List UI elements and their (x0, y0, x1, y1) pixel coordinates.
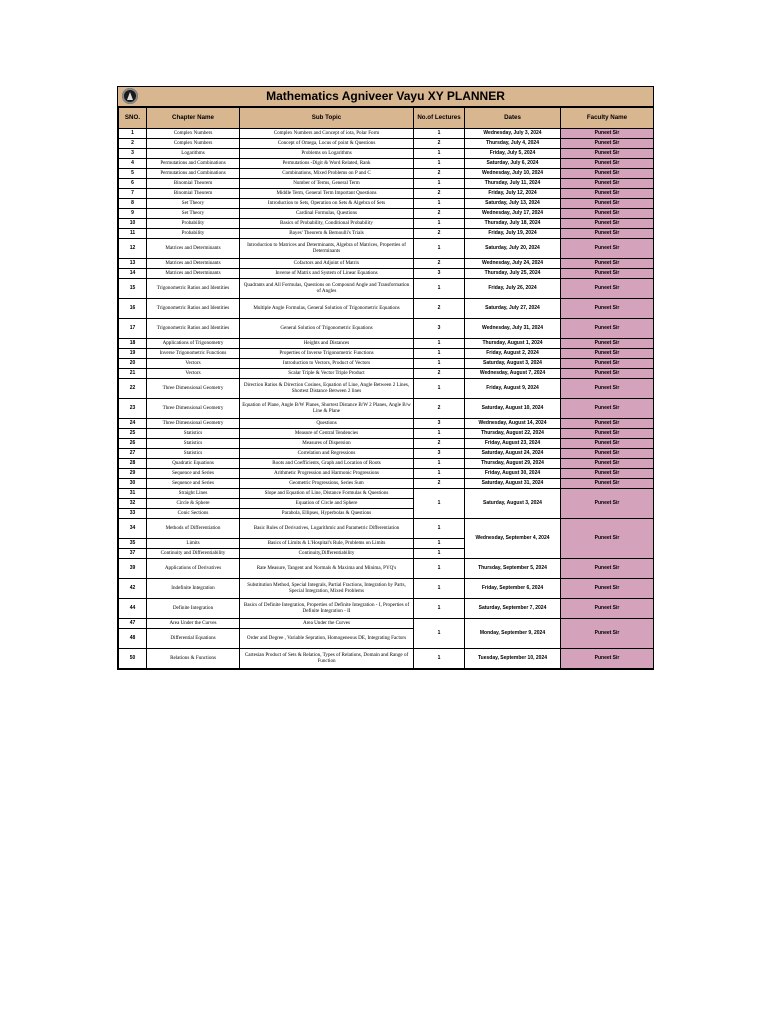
date-cell: Wednesday, July 10, 2024 (465, 169, 561, 179)
header-dates: Dates (465, 108, 561, 129)
subtopic-cell: Permutations -Digit & Word Related, Rank (240, 159, 414, 169)
lectures-cell: 1 (414, 239, 465, 259)
date-cell: Wednesday, July 24, 2024 (465, 259, 561, 269)
sno-cell: 12 (119, 239, 147, 259)
lectures-cell: 3 (414, 269, 465, 279)
faculty-cell: Puneet Sir (561, 219, 654, 229)
faculty-cell: Puneet Sir (561, 279, 654, 299)
planner-table (118, 107, 654, 669)
subtopic-cell: Cardinal Formulas, Questions (240, 209, 414, 219)
planner-title: Mathematics Agniveer Vayu XY PLANNER (266, 89, 505, 103)
lectures-cell: 1 (414, 339, 465, 349)
faculty-cell: Puneet Sir (561, 379, 654, 399)
chapter-cell: Applications of Derivatives (147, 559, 240, 579)
chapter-cell: Complex Numbers (147, 129, 240, 139)
date-cell: Friday, August 30, 2024 (465, 469, 561, 479)
header-lectures: No.of Lectures (414, 108, 465, 129)
lectures-cell: 1 (414, 489, 465, 519)
subtopic-cell: Bayes' Theorem & Bernoulli's Trials (240, 229, 414, 239)
subtopic-cell: Cartesian Product of Sets & Relation, Types of Relations, Domain and Range of Function (240, 649, 414, 669)
table-row (119, 349, 654, 359)
chapter-cell: Relations & Functions (147, 649, 240, 669)
chapter-cell: Vectors (147, 359, 240, 369)
faculty-cell: Puneet Sir (561, 459, 654, 469)
sno-cell: 17 (119, 319, 147, 339)
sno-cell: 32 (119, 499, 147, 509)
lectures-cell: 1 (414, 179, 465, 189)
date-cell: Saturday, July 6, 2024 (465, 159, 561, 169)
chapter-cell: Probability (147, 219, 240, 229)
chapter-cell: Inverse Trigonometric Functions (147, 349, 240, 359)
faculty-cell: Puneet Sir (561, 369, 654, 379)
subtopic-cell: Basics of Limits & L'Hospital's Rule, Problems on Limits (240, 539, 414, 549)
subtopic-cell: Cofactors and Adjoint of Matrix (240, 259, 414, 269)
chapter-cell: Limits (147, 539, 240, 549)
subtopic-cell: Middle Term, General Term Important Questions (240, 189, 414, 199)
table-row (119, 269, 654, 279)
header-row (119, 108, 654, 129)
sno-cell: 8 (119, 199, 147, 209)
lectures-cell: 1 (414, 519, 465, 539)
date-cell: Wednesday, September 4, 2024 (465, 519, 561, 559)
sno-cell: 34 (119, 519, 147, 539)
chapter-cell: Methods of Differentiation (147, 519, 240, 539)
table-row (119, 299, 654, 319)
sno-cell: 48 (119, 629, 147, 649)
sno-cell: 22 (119, 379, 147, 399)
date-cell: Thursday, August 29, 2024 (465, 459, 561, 469)
sno-cell: 27 (119, 449, 147, 459)
faculty-cell: Puneet Sir (561, 579, 654, 599)
chapter-cell: Matrices and Determinants (147, 239, 240, 259)
date-cell: Saturday, August 24, 2024 (465, 449, 561, 459)
faculty-cell: Puneet Sir (561, 169, 654, 179)
date-cell: Tuesday, September 10, 2024 (465, 649, 561, 669)
chapter-cell: Binomial Theorem (147, 189, 240, 199)
lectures-cell: 1 (414, 429, 465, 439)
table-row (119, 369, 654, 379)
table-row (119, 399, 654, 419)
table-row (119, 159, 654, 169)
sno-cell: 13 (119, 259, 147, 269)
chapter-cell: Permutations and Combinations (147, 159, 240, 169)
chapter-cell: Differential Equations (147, 629, 240, 649)
date-cell: Friday, July 19, 2024 (465, 229, 561, 239)
chapter-cell: Binomial Theorem (147, 179, 240, 189)
header-sno: SNO. (119, 108, 147, 129)
date-cell: Thursday, September 5, 2024 (465, 559, 561, 579)
subtopic-cell: Number of Terms, General Term (240, 179, 414, 189)
faculty-cell: Puneet Sir (561, 439, 654, 449)
subtopic-cell: Rate Measure, Tangent and Normals & Maxima and Minima, PYQ's (240, 559, 414, 579)
subtopic-cell: Correlation and Regressions (240, 449, 414, 459)
sno-cell: 39 (119, 559, 147, 579)
faculty-cell: Puneet Sir (561, 209, 654, 219)
lectures-cell: 2 (414, 209, 465, 219)
faculty-cell: Puneet Sir (561, 649, 654, 669)
chapter-cell: Matrices and Determinants (147, 259, 240, 269)
date-cell: Wednesday, July 31, 2024 (465, 319, 561, 339)
sno-cell: 24 (119, 419, 147, 429)
subtopic-cell: Introduction to Sets, Operation on Sets & Algebra of Sets (240, 199, 414, 209)
faculty-cell: Puneet Sir (561, 259, 654, 269)
date-cell: Wednesday, August 7, 2024 (465, 369, 561, 379)
chapter-cell: Statistics (147, 449, 240, 459)
subtopic-cell: Basic Rules of Derivatives, Logarithmic and Parametric Differentiation (240, 519, 414, 539)
lectures-cell: 2 (414, 229, 465, 239)
sno-cell: 7 (119, 189, 147, 199)
lectures-cell: 1 (414, 549, 465, 559)
sno-cell: 3 (119, 149, 147, 159)
chapter-cell: Probability (147, 229, 240, 239)
faculty-cell: Puneet Sir (561, 469, 654, 479)
faculty-cell: Puneet Sir (561, 449, 654, 459)
table-row (119, 479, 654, 489)
date-cell: Saturday, August 10, 2024 (465, 399, 561, 419)
date-cell: Saturday, August 31, 2024 (465, 479, 561, 489)
faculty-cell: Puneet Sir (561, 359, 654, 369)
sno-cell: 31 (119, 489, 147, 499)
sno-cell: 35 (119, 539, 147, 549)
lectures-cell: 2 (414, 259, 465, 269)
lectures-cell: 2 (414, 479, 465, 489)
subtopic-cell: Complex Numbers and Concept of iota, Polar Form (240, 129, 414, 139)
table-row (119, 559, 654, 579)
sno-cell: 50 (119, 649, 147, 669)
chapter-cell: Matrices and Determinants (147, 269, 240, 279)
sno-cell: 15 (119, 279, 147, 299)
sno-cell: 37 (119, 549, 147, 559)
chapter-cell: Three Dimensional Geometry (147, 419, 240, 429)
table-row (119, 599, 654, 619)
table-row (119, 239, 654, 259)
lectures-cell: 1 (414, 379, 465, 399)
subtopic-cell: Area Under the Curves (240, 619, 414, 629)
lectures-cell: 1 (414, 359, 465, 369)
date-cell: Saturday, July 13, 2024 (465, 199, 561, 209)
lectures-cell: 2 (414, 399, 465, 419)
lectures-cell: 3 (414, 319, 465, 339)
subtopic-cell: Introduction to Matrices and Determinants, Algebra of Matrices, Properties of Determinants (240, 239, 414, 259)
sno-cell: 14 (119, 269, 147, 279)
sno-cell: 30 (119, 479, 147, 489)
table-row (119, 579, 654, 599)
chapter-cell: Sequence and Series (147, 479, 240, 489)
faculty-cell: Puneet Sir (561, 149, 654, 159)
faculty-cell: Puneet Sir (561, 599, 654, 619)
lectures-cell: 2 (414, 169, 465, 179)
lectures-cell: 2 (414, 139, 465, 149)
chapter-cell: Area Under the Curves (147, 619, 240, 629)
lectures-cell: 1 (414, 219, 465, 229)
sno-cell: 23 (119, 399, 147, 419)
subtopic-cell: Direction Ratios & Direction Cosines, Equation of Line, Angle Between 2 Lines, Shortest Distance Between 2 lines (240, 379, 414, 399)
faculty-cell: Puneet Sir (561, 179, 654, 189)
subtopic-cell: Quadrants and All Formulas, Questions on Compound Angle and Transformation of Angles (240, 279, 414, 299)
faculty-cell: Puneet Sir (561, 519, 654, 559)
subtopic-cell: Roots and Coefficients, Graph and Location of Roots (240, 459, 414, 469)
sno-cell: 20 (119, 359, 147, 369)
subtopic-cell: Equation of Circle and Sphere (240, 499, 414, 509)
lectures-cell: 2 (414, 299, 465, 319)
chapter-cell: Applications of Trigonometry (147, 339, 240, 349)
subtopic-cell: Measure of Central Tendencies (240, 429, 414, 439)
sno-cell: 21 (119, 369, 147, 379)
lectures-cell: 1 (414, 349, 465, 359)
chapter-cell: Conic Sections (147, 509, 240, 519)
date-cell: Saturday, July 20, 2024 (465, 239, 561, 259)
subtopic-cell: Properties of Inverse Trigonometric Functions (240, 349, 414, 359)
table-row (119, 489, 654, 499)
lectures-cell: 1 (414, 149, 465, 159)
subtopic-cell: Basics of Probability, Conditional Probability (240, 219, 414, 229)
date-cell: Friday, August 23, 2024 (465, 439, 561, 449)
subtopic-cell: Geometric Progressions, Series Sum (240, 479, 414, 489)
sno-cell: 2 (119, 139, 147, 149)
date-cell: Saturday, August 3, 2024 (465, 359, 561, 369)
table-row (119, 209, 654, 219)
faculty-cell: Puneet Sir (561, 239, 654, 259)
lectures-cell: 1 (414, 619, 465, 649)
sno-cell: 25 (119, 429, 147, 439)
date-cell: Friday, August 9, 2024 (465, 379, 561, 399)
table-row (119, 179, 654, 189)
chapter-cell: Indefinite Integration (147, 579, 240, 599)
lectures-cell: 1 (414, 459, 465, 469)
lectures-cell: 1 (414, 469, 465, 479)
sno-cell: 4 (119, 159, 147, 169)
chapter-cell: Trigonometric Ratios and Identities (147, 299, 240, 319)
sno-cell: 1 (119, 129, 147, 139)
table-row (119, 169, 654, 179)
sno-cell: 28 (119, 459, 147, 469)
lectures-cell: 1 (414, 599, 465, 619)
faculty-cell: Puneet Sir (561, 399, 654, 419)
chapter-cell: Complex Numbers (147, 139, 240, 149)
subtopic-cell: Basics of Definite Integration, Properties of Definite Integration - I, Properties of Definite Integration - II (240, 599, 414, 619)
subtopic-cell: Combinations, Mixed Problems on P and C (240, 169, 414, 179)
subtopic-cell: Inverse of Matrix and System of Linear Equations (240, 269, 414, 279)
subtopic-cell: Introduction to Vectors, Product of Vectors (240, 359, 414, 369)
date-cell: Thursday, July 11, 2024 (465, 179, 561, 189)
chapter-cell: Logarithms (147, 149, 240, 159)
sno-cell: 29 (119, 469, 147, 479)
date-cell: Friday, July 12, 2024 (465, 189, 561, 199)
chapter-cell: Set Theory (147, 199, 240, 209)
subtopic-cell: Problems on Logarithms (240, 149, 414, 159)
date-cell: Wednesday, July 17, 2024 (465, 209, 561, 219)
chapter-cell: Sequence and Series (147, 469, 240, 479)
table-row (119, 229, 654, 239)
lectures-cell: 1 (414, 199, 465, 209)
faculty-cell: Puneet Sir (561, 619, 654, 649)
date-cell: Friday, August 2, 2024 (465, 349, 561, 359)
date-cell: Thursday, July 4, 2024 (465, 139, 561, 149)
date-cell: Saturday, August 3, 2024 (465, 489, 561, 519)
header-faculty: Faculty Name (561, 108, 654, 129)
subtopic-cell: Heights and Distances (240, 339, 414, 349)
chapter-cell: Circle & Sphere (147, 499, 240, 509)
faculty-cell: Puneet Sir (561, 479, 654, 489)
subtopic-cell: Measures of Dispersion (240, 439, 414, 449)
lectures-cell: 2 (414, 189, 465, 199)
faculty-cell: Puneet Sir (561, 139, 654, 149)
chapter-cell: Statistics (147, 439, 240, 449)
date-cell: Thursday, August 22, 2024 (465, 429, 561, 439)
lectures-cell: 3 (414, 419, 465, 429)
subtopic-cell: Continuity,Differentiability (240, 549, 414, 559)
lectures-cell: 1 (414, 649, 465, 669)
date-cell: Monday, September 9, 2024 (465, 619, 561, 649)
chapter-cell: Quadratic Equations (147, 459, 240, 469)
subtopic-cell: Arithmetic Progression and Harmonic Progressions (240, 469, 414, 479)
sno-cell: 5 (119, 169, 147, 179)
lectures-cell: 3 (414, 449, 465, 459)
lectures-cell: 2 (414, 369, 465, 379)
date-cell: Friday, July 26, 2024 (465, 279, 561, 299)
chapter-cell: Straight Lines (147, 489, 240, 499)
date-cell: Thursday, July 18, 2024 (465, 219, 561, 229)
planner-body (119, 129, 654, 669)
table-row (119, 219, 654, 229)
lectures-cell: 1 (414, 559, 465, 579)
date-cell: Wednesday, July 3, 2024 (465, 129, 561, 139)
subtopic-cell: Order and Degree , Variable Sepration, Homogeneous DE, Integrating Factors (240, 629, 414, 649)
faculty-cell: Puneet Sir (561, 349, 654, 359)
table-row (119, 519, 654, 539)
table-row (119, 469, 654, 479)
sno-cell: 33 (119, 509, 147, 519)
table-row (119, 459, 654, 469)
date-cell: Thursday, July 25, 2024 (465, 269, 561, 279)
lectures-cell: 2 (414, 439, 465, 449)
subtopic-cell: Slope and Equation of Line, Distance Formulas & Questions (240, 489, 414, 499)
faculty-cell: Puneet Sir (561, 269, 654, 279)
lectures-cell: 1 (414, 129, 465, 139)
table-row (119, 279, 654, 299)
chapter-cell: Three Dimensional Geometry (147, 379, 240, 399)
date-cell: Saturday, September 7, 2024 (465, 599, 561, 619)
faculty-cell: Puneet Sir (561, 489, 654, 519)
table-row (119, 189, 654, 199)
table-row (119, 149, 654, 159)
sno-cell: 16 (119, 299, 147, 319)
table-row (119, 139, 654, 149)
table-row (119, 649, 654, 669)
lectures-cell: 1 (414, 159, 465, 169)
sno-cell: 42 (119, 579, 147, 599)
sno-cell: 10 (119, 219, 147, 229)
chapter-cell: Definite Integration (147, 599, 240, 619)
table-row (119, 199, 654, 209)
chapter-cell: Vectors (147, 369, 240, 379)
sno-cell: 47 (119, 619, 147, 629)
faculty-cell: Puneet Sir (561, 199, 654, 209)
table-row (119, 129, 654, 139)
faculty-cell: Puneet Sir (561, 419, 654, 429)
faculty-cell: Puneet Sir (561, 129, 654, 139)
chapter-cell: Continuity and Differentiability (147, 549, 240, 559)
subtopic-cell: Substitution Method, Special Integrals, Partial Fractions, Integration by Parts, Special Integration, Mixed Problems (240, 579, 414, 599)
table-row (119, 339, 654, 349)
table-row (119, 429, 654, 439)
date-cell: Saturday, July 27, 2024 (465, 299, 561, 319)
chapter-cell: Set Theory (147, 209, 240, 219)
faculty-cell: Puneet Sir (561, 189, 654, 199)
date-cell: Wednesday, August 14, 2024 (465, 419, 561, 429)
faculty-cell: Puneet Sir (561, 229, 654, 239)
subtopic-cell: Equation of Plane, Angle B/W Planes, Shortest Distance B/W 2 Planes, Angle B/w Line & Plane (240, 399, 414, 419)
sno-cell: 9 (119, 209, 147, 219)
faculty-cell: Puneet Sir (561, 559, 654, 579)
faculty-cell: Puneet Sir (561, 429, 654, 439)
sno-cell: 6 (119, 179, 147, 189)
table-row (119, 379, 654, 399)
sno-cell: 18 (119, 339, 147, 349)
chapter-cell: Permutations and Combinations (147, 169, 240, 179)
table-row (119, 449, 654, 459)
sno-cell: 11 (119, 229, 147, 239)
faculty-cell: Puneet Sir (561, 319, 654, 339)
title-bar (118, 87, 653, 107)
subtopic-cell: General Solution of Trigonometric Equations (240, 319, 414, 339)
faculty-cell: Puneet Sir (561, 299, 654, 319)
planner-sheet (117, 86, 654, 670)
table-row (119, 259, 654, 269)
subtopic-cell: Parabola, Ellipses, Hyperbolas & Questions (240, 509, 414, 519)
sno-cell: 44 (119, 599, 147, 619)
header-chapter: Chapter Name (147, 108, 240, 129)
subtopic-cell: Questions (240, 419, 414, 429)
lectures-cell: 1 (414, 279, 465, 299)
table-row (119, 439, 654, 449)
date-cell: Thursday, August 1, 2024 (465, 339, 561, 349)
header-subtopic: Sub Topic (240, 108, 414, 129)
table-row (119, 419, 654, 429)
sno-cell: 19 (119, 349, 147, 359)
subtopic-cell: Multiple Angle Formulas, General Solution of Trigonometric Equations (240, 299, 414, 319)
chapter-cell: Trigonometric Ratios and Identities (147, 279, 240, 299)
subtopic-cell: Scalar Triple & Vector Triple Product (240, 369, 414, 379)
date-cell: Friday, September 6, 2024 (465, 579, 561, 599)
table-row (119, 359, 654, 369)
table-row (119, 619, 654, 629)
faculty-cell: Puneet Sir (561, 339, 654, 349)
sno-cell: 26 (119, 439, 147, 449)
table-row (119, 319, 654, 339)
date-cell: Friday, July 5, 2024 (465, 149, 561, 159)
chapter-cell: Three Dimensional Geometry (147, 399, 240, 419)
faculty-cell: Puneet Sir (561, 159, 654, 169)
lectures-cell: 1 (414, 539, 465, 549)
subtopic-cell: Concept of Omega, Locus of point & Questions (240, 139, 414, 149)
lectures-cell: 1 (414, 579, 465, 599)
chapter-cell: Trigonometric Ratios and Identities (147, 319, 240, 339)
chapter-cell: Statistics (147, 429, 240, 439)
